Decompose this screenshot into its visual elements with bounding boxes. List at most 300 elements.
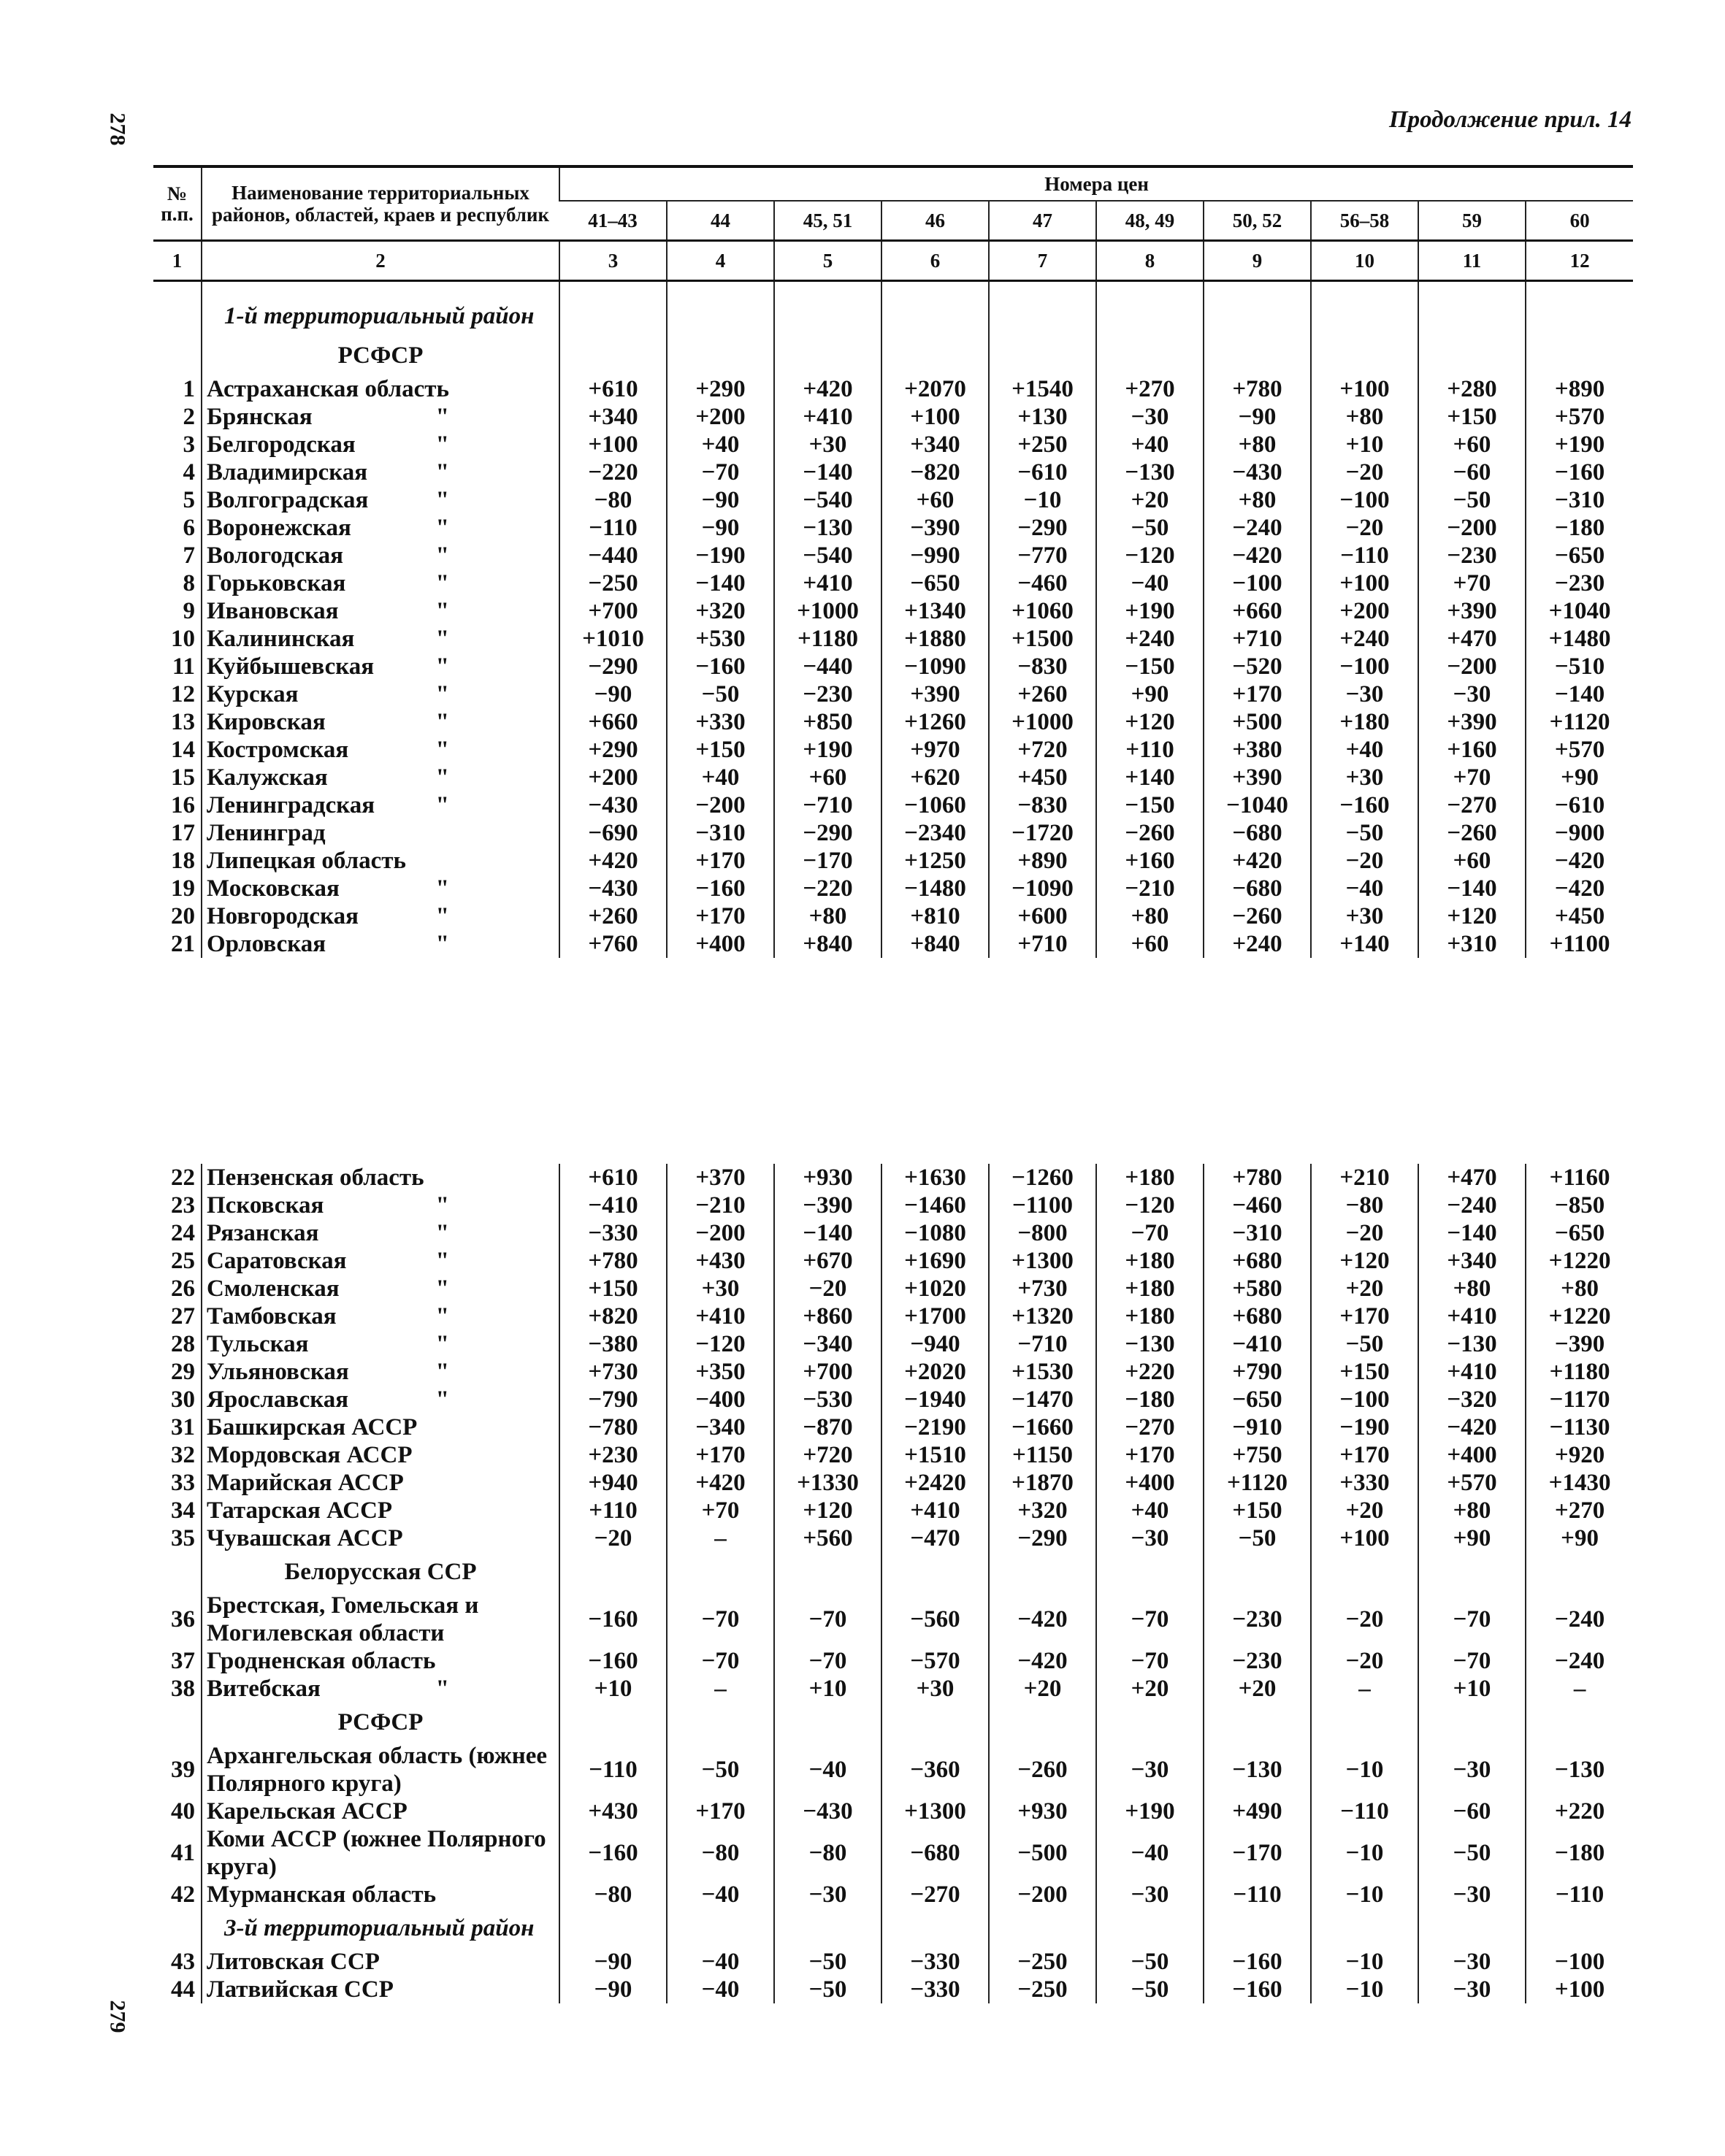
region-name-text: Волгоградская (207, 487, 369, 513)
row-number: 28 (171, 1331, 195, 1357)
price-adjustment-value: −180 (1526, 514, 1633, 542)
price-adjustment-value: +720 (774, 1441, 881, 1469)
header-number: № п.п. (153, 166, 202, 241)
section-heading-row (153, 1908, 1633, 1948)
price-adjustment-value: +270 (1526, 1497, 1633, 1524)
price-adjustment-value: −1080 (881, 1219, 989, 1247)
price-adjustment-value: +20 (1311, 1275, 1418, 1303)
price-adjustment-value: +760 (559, 930, 667, 958)
price-adjustment-value: +80 (1526, 1275, 1633, 1303)
price-adjustment-value: −110 (559, 1742, 667, 1798)
price-adjustment-value: −90 (1204, 403, 1311, 431)
row-number: 2 (183, 404, 195, 430)
price-adjustment-value: −100 (1526, 1948, 1633, 1976)
price-adjustment-value: −60 (1418, 1798, 1526, 1825)
price-adjustment-value: −160 (667, 653, 774, 680)
price-adjustment-value: −240 (1418, 1192, 1526, 1219)
price-adjustment-value: −1170 (1526, 1386, 1633, 1413)
price-adjustment-value: +1500 (989, 625, 1096, 653)
price-adjustment-value: +170 (1096, 1441, 1204, 1469)
price-adjustment-value: −260 (989, 1742, 1096, 1798)
region-name (202, 653, 559, 680)
price-adjustment-value: +700 (559, 597, 667, 625)
price-adjustment-value: −110 (559, 514, 667, 542)
price-adjustment-value: −460 (989, 569, 1096, 597)
price-adjustment-value: −240 (1526, 1647, 1633, 1675)
price-adjustment-value: +340 (559, 403, 667, 431)
section-heading: РСФСР (202, 336, 559, 375)
region-name-text: Карельская АССР (207, 1798, 408, 1825)
price-adjustment-value: +660 (1204, 597, 1311, 625)
price-adjustment-value: −50 (1204, 1524, 1311, 1552)
price-adjustment-value: +170 (1311, 1303, 1418, 1330)
region-name (202, 764, 559, 791)
price-adjustment-value: +240 (1311, 625, 1418, 653)
price-adjustment-value: +470 (1418, 1164, 1526, 1192)
header-column-index: 7 (989, 241, 1096, 281)
price-adjustment-value: −50 (1311, 819, 1418, 847)
region-name (202, 597, 559, 625)
ditto-mark: " (435, 653, 449, 680)
price-adjustment-value: +720 (989, 736, 1096, 764)
region-name-text: Гродненская область (207, 1648, 436, 1674)
ditto-mark: " (435, 875, 449, 902)
region-name-text: Пензенская область (207, 1165, 424, 1191)
price-adjustment-value: +290 (559, 736, 667, 764)
price-adjustment-value: +340 (1418, 1247, 1526, 1275)
row-number: 31 (171, 1414, 195, 1440)
price-adjustment-value: −30 (1096, 1742, 1204, 1798)
row-number: 8 (183, 570, 195, 596)
table-row (153, 1219, 1633, 1247)
ditto-mark: " (435, 1220, 449, 1246)
price-adjustment-value: −680 (1204, 819, 1311, 847)
price-adjustment-value: −560 (881, 1592, 989, 1647)
price-adjustment-value: +20 (1311, 1497, 1418, 1524)
spacer-row (153, 958, 1633, 1164)
price-adjustment-value: +560 (774, 1524, 881, 1552)
price-adjustment-value: – (1526, 1675, 1633, 1703)
price-adjustment-value: +40 (667, 764, 774, 791)
region-name-text: Мурманская область (207, 1881, 437, 1908)
price-adjustment-value: −50 (1096, 1948, 1204, 1976)
price-adjustment-value: −250 (989, 1948, 1096, 1976)
price-adjustment-value: −10 (1311, 1976, 1418, 2003)
price-adjustment-value: +1870 (989, 1469, 1096, 1497)
price-adjustment-value: −540 (774, 542, 881, 569)
row-number: 25 (171, 1248, 195, 1274)
row-number: 10 (171, 626, 195, 652)
price-adjustment-value: +1020 (881, 1275, 989, 1303)
price-adjustment-value: +200 (1311, 597, 1418, 625)
ditto-mark: " (435, 626, 449, 652)
table-row (153, 542, 1633, 569)
price-adjustment-value: −830 (989, 653, 1096, 680)
price-adjustment-value: −80 (559, 486, 667, 514)
price-adjustment-value: −360 (881, 1742, 989, 1798)
price-adjustment-value: +100 (1311, 569, 1418, 597)
price-adjustment-value: −510 (1526, 653, 1633, 680)
region-name (202, 847, 559, 875)
ditto-mark: " (435, 792, 449, 818)
price-adjustment-value: +500 (1204, 708, 1311, 736)
price-adjustment-value: −410 (559, 1192, 667, 1219)
price-adjustment-value: −290 (989, 1524, 1096, 1552)
price-adjustment-value: +450 (1526, 902, 1633, 930)
header-column-index: 11 (1418, 241, 1526, 281)
price-adjustment-value: +820 (559, 1303, 667, 1330)
price-adjustment-value: −250 (989, 1976, 1096, 2003)
region-name-text: Ярославская (207, 1386, 349, 1413)
price-adjustment-value: +730 (559, 1358, 667, 1386)
price-adjustment-value: +160 (1418, 736, 1526, 764)
price-adjustment-value: −20 (1311, 514, 1418, 542)
price-adjustment-value: −130 (1204, 1742, 1311, 1798)
table-row (153, 459, 1633, 486)
price-adjustment-value: −430 (774, 1798, 881, 1825)
price-adjustment-value: +1100 (1526, 930, 1633, 958)
price-adjustment-value: −20 (559, 1524, 667, 1552)
table-row (153, 403, 1633, 431)
region-name-text: Брестская, Гомельская и Могилевская области (207, 1592, 479, 1646)
price-adjustment-value: −780 (559, 1413, 667, 1441)
price-adjustment-value: +280 (1418, 375, 1526, 403)
price-adjustment-value: −50 (1096, 514, 1204, 542)
row-number: 34 (171, 1497, 195, 1524)
region-name (202, 1192, 559, 1219)
price-adjustment-value: +20 (1204, 1675, 1311, 1703)
price-adjustment-value: −420 (1526, 875, 1633, 902)
region-name-text: Рязанская (207, 1220, 319, 1246)
price-adjustment-value: −190 (1311, 1413, 1418, 1441)
ditto-mark: " (435, 459, 449, 486)
price-adjustment-value: +890 (1526, 375, 1633, 403)
row-number: 9 (183, 598, 195, 624)
region-name (202, 819, 559, 847)
price-adjustment-value: −50 (774, 1976, 881, 2003)
region-name-text: Калининская (207, 626, 355, 652)
price-adjustment-value: +530 (667, 625, 774, 653)
region-name-text: Мордовская АССР (207, 1442, 413, 1468)
price-adjustment-value: −230 (1204, 1592, 1311, 1647)
price-adjustment-value: −500 (989, 1825, 1096, 1881)
price-adjustment-value: +190 (1096, 1798, 1204, 1825)
price-adjustment-value: +810 (881, 902, 989, 930)
price-adjustment-value: +400 (1418, 1441, 1526, 1469)
price-adjustment-value: +240 (1096, 625, 1204, 653)
price-adjustment-value: +1180 (774, 625, 881, 653)
price-adjustment-value: −210 (667, 1192, 774, 1219)
region-name (202, 403, 559, 431)
price-adjustment-value: +610 (559, 1164, 667, 1192)
price-adjustment-value: +70 (1418, 569, 1526, 597)
price-adjustment-value: +1320 (989, 1303, 1096, 1330)
price-adjustment-value: +410 (881, 1497, 989, 1524)
region-name-text: Белгородская (207, 431, 356, 458)
row-number: 37 (171, 1648, 195, 1674)
price-adjustment-value: −230 (1526, 569, 1633, 597)
price-adjustment-value: +1150 (989, 1441, 1096, 1469)
table-row (153, 708, 1633, 736)
price-adjustment-value: +400 (667, 930, 774, 958)
price-adjustment-value: +230 (559, 1441, 667, 1469)
table-row (153, 1881, 1633, 1908)
price-adjustment-value: +170 (667, 1798, 774, 1825)
region-name (202, 375, 559, 403)
price-adjustment-value: +390 (1418, 708, 1526, 736)
region-name-text: Калужская (207, 764, 328, 791)
table-row (153, 791, 1633, 819)
price-adjustment-value: +80 (1204, 486, 1311, 514)
price-adjustment-value: +210 (1311, 1164, 1418, 1192)
price-adjustment-value: −680 (1204, 875, 1311, 902)
row-number: 17 (171, 820, 195, 846)
price-adjustment-value: −120 (1096, 1192, 1204, 1219)
row-number: 13 (171, 709, 195, 735)
price-adjustment-value: +1880 (881, 625, 989, 653)
price-adjustment-value: −610 (989, 459, 1096, 486)
price-adjustment-value: +320 (989, 1497, 1096, 1524)
price-adjustment-value: −140 (774, 459, 881, 486)
region-name (202, 1976, 559, 2003)
price-adjustment-value: +170 (1311, 1441, 1418, 1469)
price-adjustment-value: −340 (774, 1330, 881, 1358)
region-name (202, 1469, 559, 1497)
region-name (202, 736, 559, 764)
header-name: Наименование территориальных районов, областей, краев и республик (202, 166, 559, 241)
price-adjustment-value: −80 (667, 1825, 774, 1881)
price-adjustment-value: −80 (559, 1881, 667, 1908)
price-adjustment-value: −570 (881, 1647, 989, 1675)
price-adjustment-value: −130 (1526, 1742, 1633, 1798)
row-number: 38 (171, 1676, 195, 1702)
ditto-mark: " (435, 681, 449, 707)
price-adjustment-value: +120 (774, 1497, 881, 1524)
price-adjustment-value: −110 (1526, 1881, 1633, 1908)
price-adjustment-value: +180 (1096, 1247, 1204, 1275)
price-adjustment-value: +330 (667, 708, 774, 736)
price-adjustment-value: +30 (667, 1275, 774, 1303)
price-adjustment-value: −910 (1204, 1413, 1311, 1441)
row-number: 14 (171, 737, 195, 763)
section-heading-row (153, 296, 1633, 336)
row-number: 18 (171, 848, 195, 874)
price-adjustment-value: +180 (1096, 1275, 1204, 1303)
price-adjustment-value: −70 (1096, 1647, 1204, 1675)
region-name (202, 875, 559, 902)
price-adjustment-value: +1220 (1526, 1303, 1633, 1330)
region-name (202, 1592, 559, 1647)
price-adjustment-value: +570 (1418, 1469, 1526, 1497)
price-adjustment-value: −70 (1418, 1592, 1526, 1647)
price-adjustment-value: −290 (989, 514, 1096, 542)
price-adjustment-value: +30 (881, 1675, 989, 1703)
price-adjustment-value: +670 (774, 1247, 881, 1275)
price-adjustment-value: −40 (1096, 569, 1204, 597)
table-row (153, 1441, 1633, 1469)
price-adjustment-value: −40 (667, 1881, 774, 1908)
region-name (202, 1742, 559, 1798)
price-adjustment-value: −90 (559, 1948, 667, 1976)
ditto-mark: " (435, 737, 449, 763)
price-adjustment-value: +420 (774, 375, 881, 403)
price-adjustment-value: +120 (1311, 1247, 1418, 1275)
region-name-text: Марийская АССР (207, 1470, 404, 1496)
region-name-text: Липецкая область (207, 848, 406, 874)
price-adjustment-table (153, 165, 1633, 2003)
region-name-text: Московская (207, 875, 340, 902)
price-adjustment-value: +220 (1096, 1358, 1204, 1386)
ditto-mark: " (435, 515, 449, 541)
price-adjustment-value: −420 (1418, 1413, 1526, 1441)
price-adjustment-value: −1470 (989, 1386, 1096, 1413)
price-adjustment-value: +1000 (989, 708, 1096, 736)
price-adjustment-value: −430 (1204, 459, 1311, 486)
price-adjustment-value: +1260 (881, 708, 989, 736)
price-adjustment-value: −200 (1418, 653, 1526, 680)
price-adjustment-value: +90 (1096, 680, 1204, 708)
row-number: 15 (171, 764, 195, 791)
price-adjustment-value: +100 (559, 431, 667, 459)
price-adjustment-value: +570 (1526, 736, 1633, 764)
price-adjustment-value: +80 (1418, 1275, 1526, 1303)
price-adjustment-value: +180 (1311, 708, 1418, 736)
price-adjustment-value: +780 (1204, 1164, 1311, 1192)
price-adjustment-value: +150 (1311, 1358, 1418, 1386)
price-adjustment-value: −40 (1311, 875, 1418, 902)
price-adjustment-value: −30 (774, 1881, 881, 1908)
price-adjustment-value: −160 (1311, 791, 1418, 819)
price-adjustment-value: −1480 (881, 875, 989, 902)
header-price-numbers: Номера цен (559, 166, 1633, 201)
price-adjustment-value: −310 (1204, 1219, 1311, 1247)
price-adjustment-value: −10 (1311, 1742, 1418, 1798)
price-adjustment-value: −1100 (989, 1192, 1096, 1219)
price-adjustment-value: +140 (1096, 764, 1204, 791)
region-name (202, 1330, 559, 1358)
row-number: 20 (171, 903, 195, 929)
row-number: 4 (183, 459, 195, 486)
price-adjustment-value: +930 (989, 1798, 1096, 1825)
region-name (202, 486, 559, 514)
region-name (202, 1275, 559, 1303)
price-adjustment-value: +170 (667, 1441, 774, 1469)
price-adjustment-value: −440 (559, 542, 667, 569)
region-name-text: Архангельская область (южнее Полярного круга) (207, 1743, 548, 1797)
price-adjustment-value: +610 (559, 375, 667, 403)
table-row (153, 902, 1633, 930)
price-adjustment-value: −70 (667, 1647, 774, 1675)
row-number: 7 (183, 542, 195, 569)
section-heading: 1-й территориальный район (202, 296, 559, 336)
ditto-mark: " (435, 1331, 449, 1357)
price-adjustment-value: +580 (1204, 1275, 1311, 1303)
region-name (202, 514, 559, 542)
price-adjustment-value: +150 (1418, 403, 1526, 431)
region-name (202, 902, 559, 930)
region-name-text: Куйбышевская (207, 653, 375, 680)
price-adjustment-value: −130 (1418, 1330, 1526, 1358)
price-adjustment-value: +1330 (774, 1469, 881, 1497)
region-name-text: Курская (207, 681, 299, 707)
price-adjustment-value: −130 (1096, 459, 1204, 486)
price-adjustment-value: +90 (1526, 764, 1633, 791)
table-row (153, 1592, 1633, 1647)
row-number: 42 (171, 1881, 195, 1908)
price-adjustment-value: +410 (1418, 1303, 1526, 1330)
price-adjustment-value: −420 (1204, 542, 1311, 569)
ditto-mark: " (435, 1359, 449, 1385)
price-adjustment-value: +330 (1311, 1469, 1418, 1497)
table-row (153, 486, 1633, 514)
price-adjustment-value: +1060 (989, 597, 1096, 625)
region-name (202, 1441, 559, 1469)
price-adjustment-value: −70 (667, 1592, 774, 1647)
price-adjustment-value: −690 (559, 819, 667, 847)
price-adjustment-value: −260 (1204, 902, 1311, 930)
price-adjustment-value: −30 (1418, 680, 1526, 708)
price-adjustment-value: −650 (881, 569, 989, 597)
table-row (153, 1247, 1633, 1275)
region-name-text: Орловская (207, 931, 326, 957)
ditto-mark: " (435, 598, 449, 624)
region-name-text: Костромская (207, 737, 349, 763)
region-name-text: Литовская ССР (207, 1949, 380, 1975)
price-adjustment-value: +1530 (989, 1358, 1096, 1386)
price-adjustment-value: −250 (559, 569, 667, 597)
price-adjustment-value: +710 (1204, 625, 1311, 653)
price-adjustment-value: −340 (667, 1413, 774, 1441)
price-adjustment-value: +490 (1204, 1798, 1311, 1825)
price-adjustment-value: −390 (774, 1192, 881, 1219)
price-adjustment-value: +1690 (881, 1247, 989, 1275)
price-adjustment-value: +890 (989, 847, 1096, 875)
table-row (153, 1647, 1633, 1675)
price-adjustment-value: +1180 (1526, 1358, 1633, 1386)
region-name (202, 680, 559, 708)
price-adjustment-value: +410 (774, 569, 881, 597)
ditto-mark: " (435, 931, 449, 957)
header-column-index: 4 (667, 241, 774, 281)
price-adjustment-value: +170 (667, 902, 774, 930)
price-adjustment-value: +860 (774, 1303, 881, 1330)
price-adjustment-value: +40 (1096, 1497, 1204, 1524)
price-adjustment-value: +250 (989, 431, 1096, 459)
ditto-mark: " (435, 431, 449, 458)
price-adjustment-value: −200 (989, 1881, 1096, 1908)
price-adjustment-value: +930 (774, 1164, 881, 1192)
price-adjustment-value: +1430 (1526, 1469, 1633, 1497)
price-adjustment-value: +90 (1526, 1524, 1633, 1552)
price-adjustment-value: −60 (1418, 459, 1526, 486)
region-name-text: Башкирская АССР (207, 1414, 418, 1440)
table-row (153, 597, 1633, 625)
price-adjustment-value: −30 (1418, 1948, 1526, 1976)
price-adjustment-value: −50 (1096, 1976, 1204, 2003)
price-adjustment-value: +1540 (989, 375, 1096, 403)
price-adjustment-value: −870 (774, 1413, 881, 1441)
price-adjustment-value: +420 (559, 847, 667, 875)
price-adjustment-value: +40 (1311, 736, 1418, 764)
price-adjustment-value: +260 (989, 680, 1096, 708)
price-adjustment-value: −150 (1096, 791, 1204, 819)
price-adjustment-value: +380 (1204, 736, 1311, 764)
price-adjustment-value: −160 (559, 1592, 667, 1647)
row-number: 22 (171, 1165, 195, 1191)
price-adjustment-value: +20 (1096, 486, 1204, 514)
price-adjustment-value: −40 (774, 1742, 881, 1798)
section-heading: 3-й территориальный район (202, 1908, 559, 1948)
